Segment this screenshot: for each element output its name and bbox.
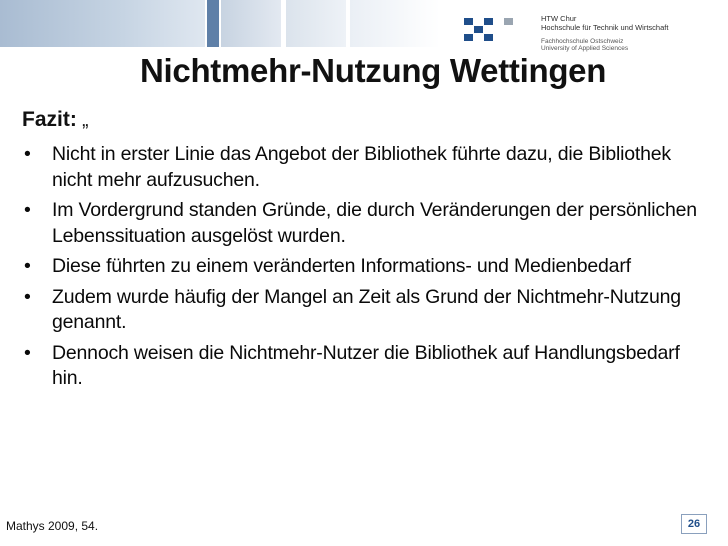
logo-square xyxy=(464,18,473,25)
list-item xyxy=(22,341,712,392)
logo-square xyxy=(504,18,513,25)
header-bar-block xyxy=(221,0,281,47)
bullet-text: Nicht in erster Linie das Angebot der Bibliothek führte dazu, die Bibliothek nicht mehr aufzusuchen. xyxy=(52,143,671,191)
logo-square xyxy=(464,34,473,41)
bullet-text: Diese führten zu einem veränderten Informations- und Medienbedarf xyxy=(52,255,631,277)
bullet-icon: • xyxy=(24,199,31,221)
htw-logo xyxy=(462,14,724,54)
logo-subtitle: Fachhochschule Ostschweiz xyxy=(541,38,624,45)
logo-school: Hochschule für Technik und Wirtschaft xyxy=(541,23,669,32)
slide-title: Nichtmehr-Nutzung Wettingen xyxy=(140,52,607,89)
bullet-text: Zudem wurde häufig der Mangel an Zeit als Grund der Nichtmehr-Nutzung genannt. xyxy=(52,285,681,333)
bullet-list xyxy=(22,142,712,392)
page-number: 26 xyxy=(681,514,707,534)
bullet-text: Im Vordergrund standen Gründe, die durch Veränderungen der persönlichen Lebenssituation ausgelöst wurden. xyxy=(52,199,697,247)
logo-name: HTW Chur xyxy=(541,14,577,23)
list-item xyxy=(22,142,712,193)
citation: Mathys 2009, 54. xyxy=(6,519,99,533)
fazit-label: Fazit xyxy=(22,108,70,131)
header-bar-gradient xyxy=(0,0,205,47)
list-item xyxy=(22,198,712,249)
logo-square xyxy=(474,26,483,33)
slide-content xyxy=(22,108,712,397)
header-bar-block xyxy=(286,0,346,47)
logo-square xyxy=(484,34,493,41)
fazit-heading xyxy=(22,108,712,132)
list-item xyxy=(22,254,712,280)
logo-subtitle: University of Applied Sciences xyxy=(541,45,629,52)
bullet-icon: • xyxy=(24,143,31,165)
bullet-text: Dennoch weisen die Nichtmehr-Nutzer die Bibliothek auf Handlungsbedarf hin. xyxy=(52,341,680,389)
header-bar-accent xyxy=(207,0,219,47)
header-bar-fade xyxy=(350,0,440,47)
bullet-icon: • xyxy=(24,255,31,277)
fazit-quote: „ xyxy=(76,110,89,131)
fazit-colon: : xyxy=(69,108,77,131)
bullet-icon: • xyxy=(24,285,31,308)
logo-square xyxy=(484,18,493,25)
bullet-icon: • xyxy=(24,341,31,364)
list-item xyxy=(22,285,712,336)
